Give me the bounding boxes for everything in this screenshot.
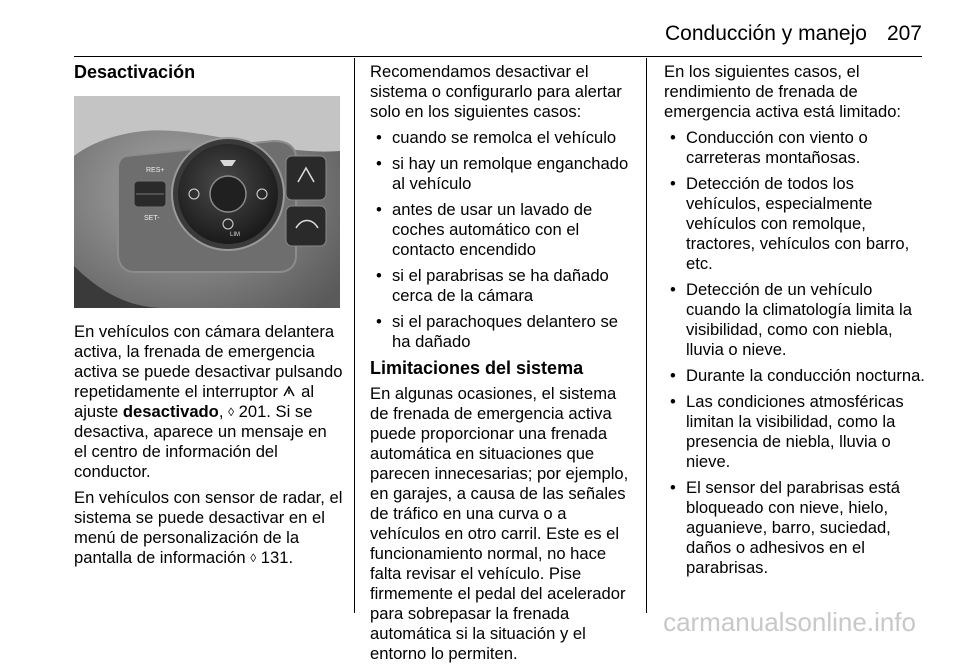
list-item: • si el parachoques delantero se ha dañado [370, 312, 634, 352]
collision-alert-switch-icon [282, 385, 296, 398]
section-heading-desactivacion: Desactivación [74, 62, 196, 82]
page-reference-icon: ◊ [228, 405, 234, 419]
list-item: • antes de usar un lavado de coches automático con el contacto encendido [370, 200, 634, 260]
list-item: • El sensor del parabrisas está bloqueado con nieve, hielo, aguanieve, barro, suciedad, daños o adhesivos en el parabrisas. [664, 478, 926, 578]
column-divider-2 [646, 58, 647, 613]
lane-assist-button [286, 156, 326, 200]
deactivation-paragraph: En vehículos con cámara delantera activa, la frenada de emergencia activa se puede desactivar pulsando repetidamente el interruptor al ajuste desactivado, ◊ 201. Si se desactiva, aparece un mensaje en el centro de información del conductor. [74, 322, 343, 481]
deactivation-cases-list [370, 128, 634, 352]
setting-desactivado: desactivado [122, 402, 219, 421]
column-divider-1 [354, 58, 355, 613]
watermark: carmanualsonline.info [663, 607, 916, 637]
set-label: SET- [144, 215, 160, 222]
list-item: • Conducción con viento o carreteras montañosas. [664, 128, 926, 168]
list-item: • cuando se remolca el vehículo [370, 128, 634, 148]
lim-label: LIM [230, 232, 241, 238]
radar-paragraph: En vehículos con sensor de radar, el sistema se puede desactivar en el menú de personalización de la pantalla de información ◊ 131. [74, 488, 343, 567]
limited-performance-intro: En los siguientes casos, el rendimiento de frenada de emergencia activa está limitado: [664, 62, 902, 121]
limitations-paragraph: En algunas ocasiones, el sistema de frenada de emergencia activa puede proporcionar una frenada automática en situaciones que parecen innecesarias; por ejemplo, en garajes, a causa de las señales de tráfico en una curva o a vehículos en otro carril. Este es el funcionamiento normal, no hace falta revisar el vehículo. Pise firmemente el pedal del acelerador para sobrepasar la frenada automática si la situación y el entorno lo permiten. [370, 384, 629, 663]
list-item: • Las condiciones atmosféricas limitan la visibilidad, como la presencia de niebla, lluvia o nieve. [664, 392, 926, 472]
steering-wheel-controls-photo [74, 96, 340, 308]
list-item: • Detección de un vehículo cuando la climatología limita la visibilidad, como con niebla, lluvia o nieve. [664, 280, 926, 360]
middle-column [370, 62, 634, 670]
follow-distance-button [286, 206, 326, 246]
recommendation-intro: Recomendamos desactivar el sistema o configurarlo para alertar solo en los siguientes casos: [370, 62, 622, 121]
page-number: 207 [886, 22, 922, 45]
left-column-text [74, 322, 344, 574]
list-item: • Detección de todos los vehículos, especialmente vehículos con remolque, tractores, vehículos con barro, etc. [664, 174, 926, 274]
section-heading-limitaciones: Limitaciones del sistema [370, 358, 584, 378]
res-label: RES+ [146, 167, 165, 174]
section-title: Conducción y manejo [665, 22, 867, 45]
header-rule [74, 56, 922, 57]
list-item: • Durante la conducción nocturna. [664, 366, 926, 386]
right-column [664, 62, 926, 584]
list-item: • si el parabrisas se ha dañado cerca de la cámara [370, 266, 634, 306]
limited-cases-list [664, 128, 926, 578]
page-reference-icon: ◊ [250, 551, 257, 565]
page-header [665, 22, 922, 46]
list-item: • si hay un remolque enganchado al vehículo [370, 154, 634, 194]
left-column [74, 62, 344, 82]
